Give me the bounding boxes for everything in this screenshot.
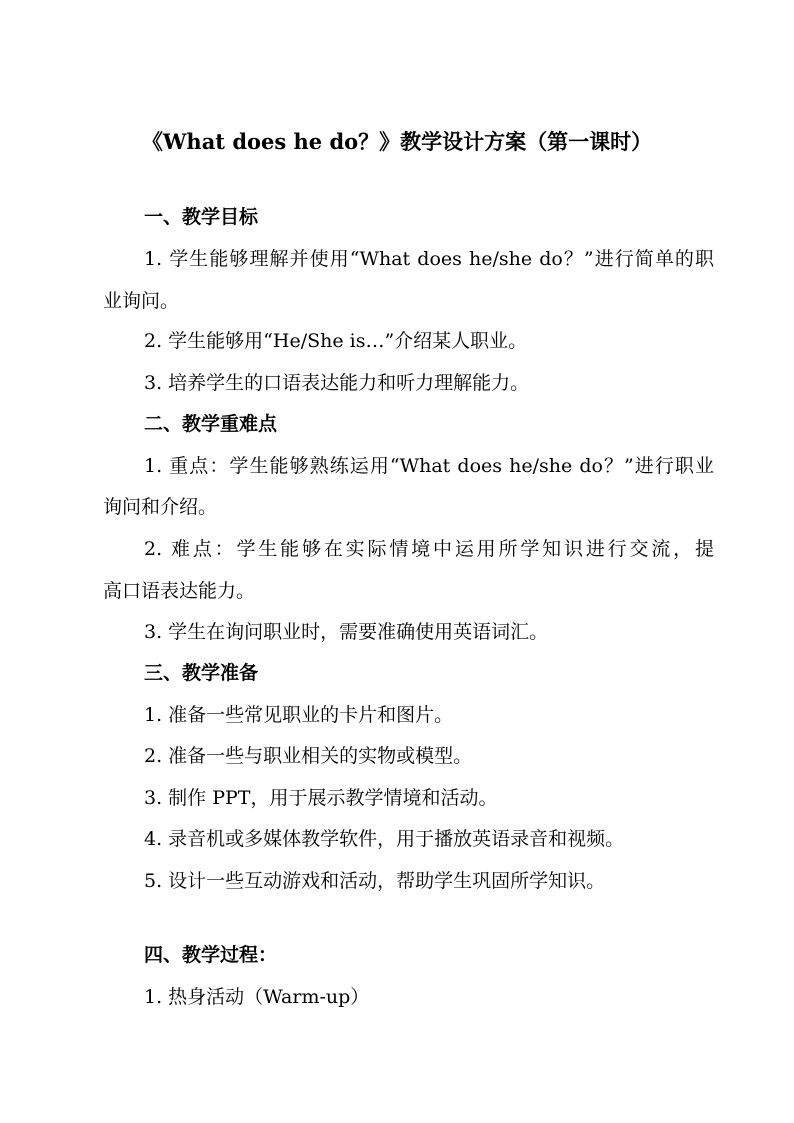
document-title: 《What does he do？》教学设计方案（第一课时） bbox=[141, 129, 653, 154]
objective-line: 2. 学生能够用“He/She is…”介绍某人职业。 bbox=[144, 330, 528, 352]
process-line: 1. 热身活动（Warm-up） bbox=[144, 986, 370, 1008]
preparation-line: 1. 准备一些常见职业的卡片和图片。 bbox=[144, 704, 454, 726]
key-point-line: 询问和介绍。 bbox=[103, 496, 218, 518]
key-point-line: 高口语表达能力。 bbox=[103, 580, 256, 602]
preparation-line: 4. 录音机或多媒体教学软件，用于播放英语录音和视频。 bbox=[144, 828, 625, 850]
objective-line: 3. 培养学生的口语表达能力和听力理解能力。 bbox=[144, 372, 530, 394]
section-heading-preparation: 三、教学准备 bbox=[144, 662, 259, 684]
preparation-line: 3. 制作 PPT，用于展示教学情境和活动。 bbox=[144, 787, 498, 809]
key-point-line: 2. 难点：学生能够在实际情境中运用所学知识进行交流，提 bbox=[144, 538, 714, 560]
preparation-line: 2. 准备一些与职业相关的实物或模型。 bbox=[144, 745, 473, 767]
key-point-line: 1. 重点：学生能够熟练运用“What does he/she do？”进行职业 bbox=[144, 455, 714, 477]
section-heading-process: 四、教学过程： bbox=[144, 944, 278, 966]
section-heading-objectives: 一、教学目标 bbox=[144, 206, 259, 228]
key-point-line: 3. 学生在询问职业时，需要准确使用英语词汇。 bbox=[144, 621, 549, 643]
preparation-line: 5. 设计一些互动游戏和活动，帮助学生巩固所学知识。 bbox=[144, 870, 606, 892]
objective-line: 业询问。 bbox=[103, 290, 180, 312]
section-heading-key-points: 二、教学重难点 bbox=[144, 413, 278, 435]
objective-line: 1. 学生能够理解并使用“What does he/she do？”进行简单的职 bbox=[144, 248, 714, 270]
